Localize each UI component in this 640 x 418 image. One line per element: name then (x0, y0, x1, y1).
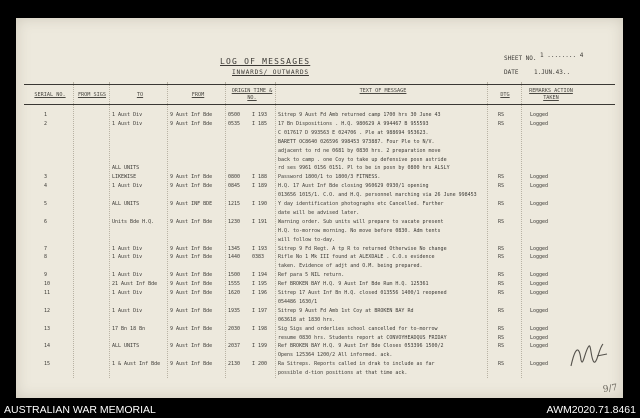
cell-from: 9 Aust Inf Bde (170, 183, 213, 190)
cell-dtg: RS (498, 183, 505, 190)
cell-serial: 9 (44, 272, 48, 279)
archive-footer (0, 400, 640, 418)
cell-text: 054486 1630/1 (278, 298, 318, 305)
cell-to: ALL UNITS (112, 201, 140, 207)
cell-no: I 193 (252, 245, 268, 252)
cell-serial: 11 (44, 290, 51, 296)
cell-text: Ra Sitreps. Reports called in drak to include as far (278, 361, 435, 368)
cell-text: 063618 at 1830 hrs. (278, 316, 336, 323)
cell-no: I 193 (252, 112, 268, 118)
cell-from: 9 Aust INF BDE (170, 201, 213, 207)
cell-dtg: RS (498, 281, 505, 288)
cell-text: Password 1800/1 to 1800/3 FITNESS. (278, 174, 381, 181)
cell-from: 9 Aust Inf Bde (170, 174, 213, 181)
column-header: TEXT OF MESSAGE (359, 88, 407, 94)
cell-to: ALL UNITS (112, 165, 140, 172)
cell-to: 1 Aust Div (112, 120, 143, 127)
cell-text: resume 0830 hrs. Students report at CONVOYHEADQUS FRIDAY (278, 334, 447, 341)
cell-serial: 15 (44, 361, 51, 368)
cell-text: C 017617 D 993563 E 024706 . Ple at 988694 953623. (278, 129, 429, 136)
cell-remarks: Logged (530, 272, 549, 279)
log-subtitle: INWARDS/ OUTWARDS (232, 69, 309, 76)
column-header: SERIAL NO. (34, 92, 66, 98)
cell-remarks: Logged (530, 290, 549, 296)
column-header: FROM (191, 92, 205, 98)
column-divider (225, 82, 226, 378)
footer-institution: AUSTRALIAN WAR MEMORIAL (4, 404, 156, 416)
cell-remarks: Logged (530, 334, 549, 341)
cell-no: I 194 (252, 272, 268, 279)
cell-dtg: RS (498, 201, 505, 207)
column-header: TO (136, 92, 144, 98)
cell-time: 1500 (228, 272, 241, 279)
cell-no: I 188 (252, 174, 268, 181)
cell-no: I 195 (252, 281, 268, 288)
date-value: 1.JUN.43.. (534, 69, 571, 76)
cell-text: Warning order. Sub units will prepare to vacate present (278, 218, 444, 225)
cell-from: 9 Aust Inf Bde (170, 307, 213, 314)
cell-text: Sitrep 9 Aust Fd Amb returned camp 1700 hrs 30 June 43 (278, 112, 441, 118)
cell-text: Sitrep 17 Aust Inf Bn H.Q. closed 013556 1400/1 reopened (278, 290, 447, 296)
cell-to: 21 Aust Inf Bde (112, 281, 158, 288)
cell-text: Sitrep 9 Aust Fd Amb 1st Coy at BROKEN BAY Rd (278, 307, 414, 314)
cell-dtg: RS (498, 290, 505, 296)
cell-text: will follow to-day. (278, 236, 336, 243)
cell-text: Rifle No 1 Mk III found at ALEXDALE . C.O.s evidence (278, 254, 435, 261)
cell-from: 9 Aust Inf Bde (170, 290, 213, 296)
cell-dtg: RS (498, 325, 505, 332)
cell-from: 9 Aust Inf Bde (170, 272, 213, 279)
cell-no: I 190 (252, 201, 268, 207)
cell-text: back to camp . one Coy to take up defensive posn astride (278, 156, 447, 163)
cell-from: 9 Aust Inf Bde (170, 281, 213, 288)
cell-text: 013656 1015/1. C.O. and H.Q. personnel marching via 26 June 998453 (278, 192, 477, 199)
sheet-no-value: 1 ........ 4 (540, 52, 584, 59)
cell-dtg: RS (498, 307, 505, 314)
cell-text: Sig Sigs and orderlies school cancelled for to-morrow (278, 325, 438, 332)
cell-from: 9 Aust Inf Bde (170, 120, 213, 127)
cell-remarks: Logged (530, 343, 549, 350)
column-divider (73, 82, 74, 378)
cell-to: LIKEWISE (112, 174, 137, 181)
header-top-rule (24, 84, 615, 85)
cell-remarks: Logged (530, 245, 549, 252)
column-header: DTG (500, 92, 510, 98)
cell-to: 1 Aust Div (112, 254, 143, 261)
cell-serial: 12 (44, 307, 51, 314)
cell-to: 1 Aust Div (112, 183, 143, 190)
cell-dtg: RS (498, 245, 505, 252)
cell-serial: 3 (44, 174, 48, 181)
cell-remarks: Logged (530, 183, 549, 190)
cell-serial: 2 (44, 120, 48, 127)
cell-from: 9 Aust Inf Bde (170, 361, 213, 368)
handwritten-note: 9/7 (601, 383, 618, 395)
cell-to: 1 Aust Div (112, 307, 143, 314)
cell-no: I 197 (252, 307, 268, 314)
cell-no: I 199 (252, 343, 268, 350)
cell-serial: 4 (44, 183, 48, 190)
date-label: DATE (504, 69, 519, 76)
cell-to: 1 Aust Div (112, 245, 143, 252)
cell-text: Sitrep 9 Fd Regt. A tp R to returned Otherwise No change (278, 245, 447, 252)
cell-no: I 185 (252, 120, 268, 127)
cell-time: 0845 (228, 183, 241, 190)
cell-remarks: Logged (530, 254, 549, 261)
cell-dtg: RS (498, 174, 505, 181)
cell-text: 17 Bn Dispositions . H.Q. 980629 A 994467 B 955593 (278, 120, 429, 127)
cell-from: 9 Aust Inf Bde (170, 325, 213, 332)
column-divider (487, 82, 488, 378)
cell-serial: 14 (44, 343, 51, 350)
cell-to: 1 Aust Div (112, 290, 143, 296)
cell-text: Ref para 5 NIL return. (278, 272, 345, 279)
cell-text: H.Q. to-morrow morning. No move before 0830. Adm tents (278, 227, 441, 234)
cell-time: 1230 (228, 218, 241, 225)
cell-remarks: Logged (530, 201, 549, 207)
cell-serial: 6 (44, 218, 48, 225)
cell-no: I 196 (252, 290, 268, 296)
cell-serial: 13 (44, 325, 51, 332)
cell-remarks: Logged (530, 325, 549, 332)
cell-time: 1440 (228, 254, 241, 261)
cell-time: 2030 (228, 325, 241, 332)
sheet-no-label: SHEET NO. (504, 55, 537, 62)
cell-text: possible d-tion positions at that time ack. (278, 370, 408, 377)
cell-time: 1620 (228, 290, 241, 296)
cell-remarks: Logged (530, 112, 549, 118)
cell-to: ALL UNITS (112, 343, 140, 350)
cell-serial: 10 (44, 281, 51, 288)
cell-no: I 189 (252, 183, 268, 190)
cell-time: 1215 (228, 201, 241, 207)
column-header: REMARKS ACTION TAKEN (529, 88, 573, 101)
cell-text: BARETT OC8640 026596 998453 973887. Four Ple to N/V. (278, 138, 435, 145)
cell-time: 0500 (228, 112, 241, 118)
cell-dtg: RS (498, 218, 505, 225)
cell-time: 1345 (228, 245, 241, 252)
cell-text: Ref BROKEN BAY H.Q. 9 Aust Inf Bde Closes 053396 1500/2 (278, 343, 444, 350)
cell-text: adjacent to rd ne 0681 by 0830 hrs. 2 preparation move (278, 147, 441, 154)
cell-from: 9 Aust Inf Bde (170, 245, 213, 252)
cell-time: 0800 (228, 174, 241, 181)
cell-time: 2037 (228, 343, 241, 350)
column-divider (521, 82, 522, 378)
cell-from: 9 Aust Inf Bde (170, 254, 213, 261)
cell-to: 1 Aust Div (112, 112, 143, 118)
cell-remarks: Logged (530, 120, 549, 127)
cell-dtg: RS (498, 272, 505, 279)
document-page (16, 18, 623, 398)
cell-time: 2130 (228, 361, 241, 368)
cell-no: I 200 (252, 361, 268, 368)
cell-serial: 8 (44, 254, 48, 261)
cell-text: Ref BROKEN BAY H.Q. 9 Aust Inf Bde Rum H.Q. 125361 (278, 281, 429, 288)
cell-text: H.Q. 17 Aust Inf Bde closing 960629 0930/1 opening (278, 183, 429, 190)
cell-serial: 7 (44, 245, 48, 252)
cell-dtg: RS (498, 254, 505, 261)
cell-no: I 198 (252, 325, 268, 332)
header-bottom-rule (24, 104, 615, 105)
cell-to: 1 Aust Div (112, 272, 143, 279)
cell-to: 17 Bn 18 Bn (112, 325, 146, 332)
cell-remarks: Logged (530, 281, 549, 288)
cell-dtg: RS (498, 361, 505, 368)
cell-time: 1555 (228, 281, 241, 288)
column-divider (109, 82, 110, 378)
footer-accession: AWM2020.71.8461 (546, 404, 636, 416)
cell-dtg: RS (498, 343, 505, 350)
cell-time: 0535 (228, 120, 241, 127)
cell-text: rd ses 9961 0156 0151. Pl to be in posn by 0800 hrs ALSLY (278, 165, 450, 172)
cell-to: 1 & Aust Inf Bde (112, 361, 161, 368)
cell-to: Units Bde H.Q. (112, 218, 155, 225)
cell-dtg: RS (498, 112, 505, 118)
cell-text: date will be advised later. (278, 209, 360, 216)
cell-from: 9 Aust Inf Bde (170, 343, 213, 350)
cell-text: Y day identification photographs etc Cancelled. Further (278, 201, 444, 207)
cell-text: taken. Evidence of adjt and O.M. being prepared. (278, 263, 423, 270)
cell-remarks: Logged (530, 174, 549, 181)
cell-from: 9 Aust Inf Bde (170, 112, 213, 118)
column-header: FROM SIGS (77, 92, 107, 98)
cell-from: 9 Aust Inf Bde (170, 218, 213, 225)
cell-remarks: Logged (530, 218, 549, 225)
column-divider (275, 82, 276, 378)
log-title: LOG OF MESSAGES (220, 57, 311, 66)
cell-text: Opens 125364 1200/2 All informed. ack. (278, 352, 393, 359)
cell-serial: 1 (44, 112, 48, 118)
cell-no: I 191 (252, 218, 268, 225)
cell-no: 0383 (252, 254, 265, 261)
cell-dtg: RS (498, 120, 505, 127)
column-header: ORIGIN TIME & NO. (231, 88, 273, 101)
handwritten-signature (567, 338, 611, 372)
column-divider (167, 82, 168, 378)
cell-remarks: Logged (530, 361, 549, 368)
cell-remarks: Logged (530, 307, 549, 314)
cell-time: 1935 (228, 307, 241, 314)
cell-serial: 5 (44, 201, 48, 207)
cell-dtg: RS (498, 334, 505, 341)
